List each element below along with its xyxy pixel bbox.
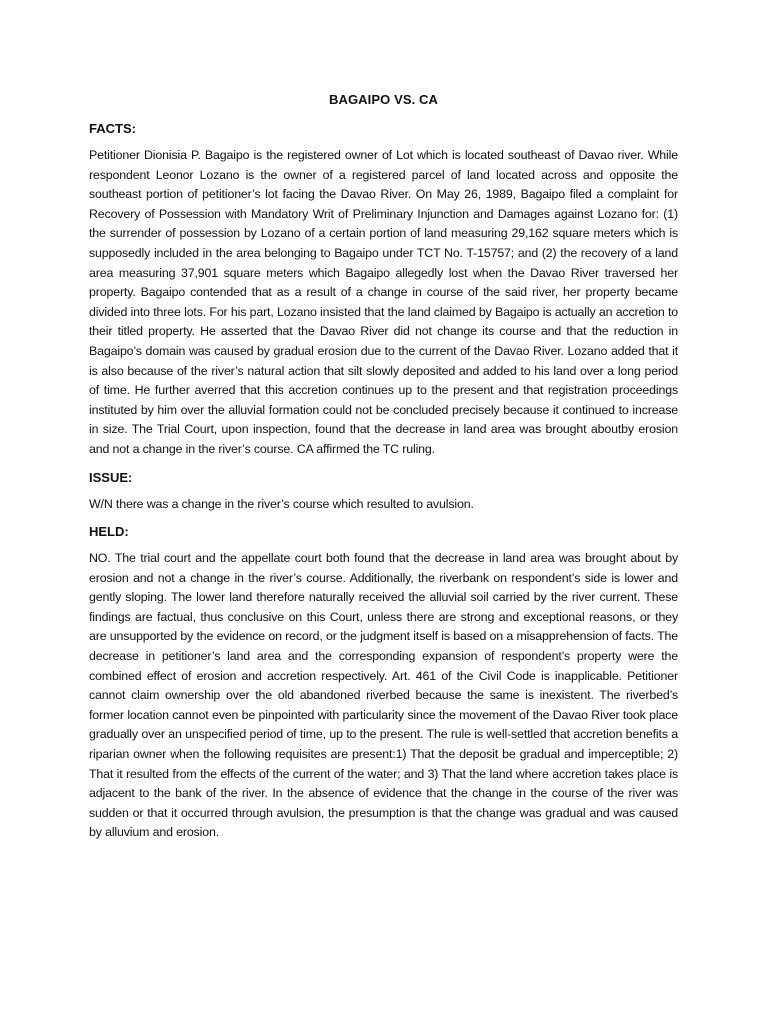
issue-section [89,470,678,515]
issue-paragraph: W/N there was a change in the river’s course which resulted to avulsion. [89,496,474,511]
facts-section [89,121,678,460]
held-heading: HELD: [89,524,129,540]
facts-heading: FACTS: [89,121,136,136]
issue-heading: ISSUE: [89,469,133,485]
document-page [89,92,678,853]
held-paragraph: NO. The trial court and the appellate court both found that the decrease in land area was brought about by erosion and not a change in the river’s course. Additionally, the riverbank on respondent’s side is lower and gently sloping. The lower land therefore naturally received the alluvial soil carried by the river current. These findings are factual, thus conclusive on this Court, unless there are strong and exceptional reasons, or they are unsupported by the evidence on record, or the judgment itself is based on a misapprehension of facts. The decrease in petitioner’s land area and the corresponding expansion of respondent’s property were the combined effect of erosion and accretion respectively. Art. 461 of the Civil Code is inapplicable. Petitioner cannot claim ownership over the old abandoned riverbed because the same is inexistent. The riverbed’s former location cannot even be pinpointed with particularity since the movement of the Davao River took place gradually over an unspecified period of time, up to the present. The rule is well-settled that accretion benefits a riparian owner when the following requisites are present:1) That the deposit be gradual and imperceptible; 2) That it resulted from the effects of the current of the water; and 3) That the land where accretion takes place is adjacent to the bank of the river. In the absence of evidence that the change in the course of the river was sudden or that it occurred through avulsion, the presumption is that the change was gradual and was caused by alluvium and erosion. [89,551,678,840]
document-title: BAGAIPO VS. CA [328,92,439,107]
held-section [89,524,678,843]
facts-paragraph: Petitioner Dionisia P. Bagaipo is the registered owner of Lot which is located southeast of Davao river. While respondent Leonor Lozano is the owner of a registered parcel of land located across and opposite the southeast portion of petitioner’s lot facing the Davao River. On May 26, 1989, Bagaipo filed a complaint for Recovery of Possession with Mandatory Writ of Preliminary Injunction and Damages against Lozano for: (1) the surrender of possession by Lozano of a certain portion of land measuring 29,162 square meters which is supposedly included in the area belonging to Bagaipo under TCT No. T-15757; and (2) the recovery of a land area measuring 37,901 square meters which Bagaipo allegedly lost when the Davao River traversed her property. Bagaipo contended that as a result of a change in course of the said river, her property became divided into three lots. For his part, Lozano insisted that the land claimed by Bagaipo is actually an accretion to their titled property. He asserted that the Davao River did not change its course and that the reduction in Bagaipo’s domain was caused by gradual erosion due to the current of the Davao River. Lozano added that it is also because of the river’s natural action that silt slowly deposited and added to his land over a long period of time. He further averred that this accretion continues up to the present and that registration proceedings instituted by him over the alluvial formation could not be concluded precisely because it continued to increase in size. The Trial Court, upon inspection, found that the decrease in land area was brought aboutby erosion and not a change in the river’s course. CA affirmed the TC ruling. [89,148,678,456]
